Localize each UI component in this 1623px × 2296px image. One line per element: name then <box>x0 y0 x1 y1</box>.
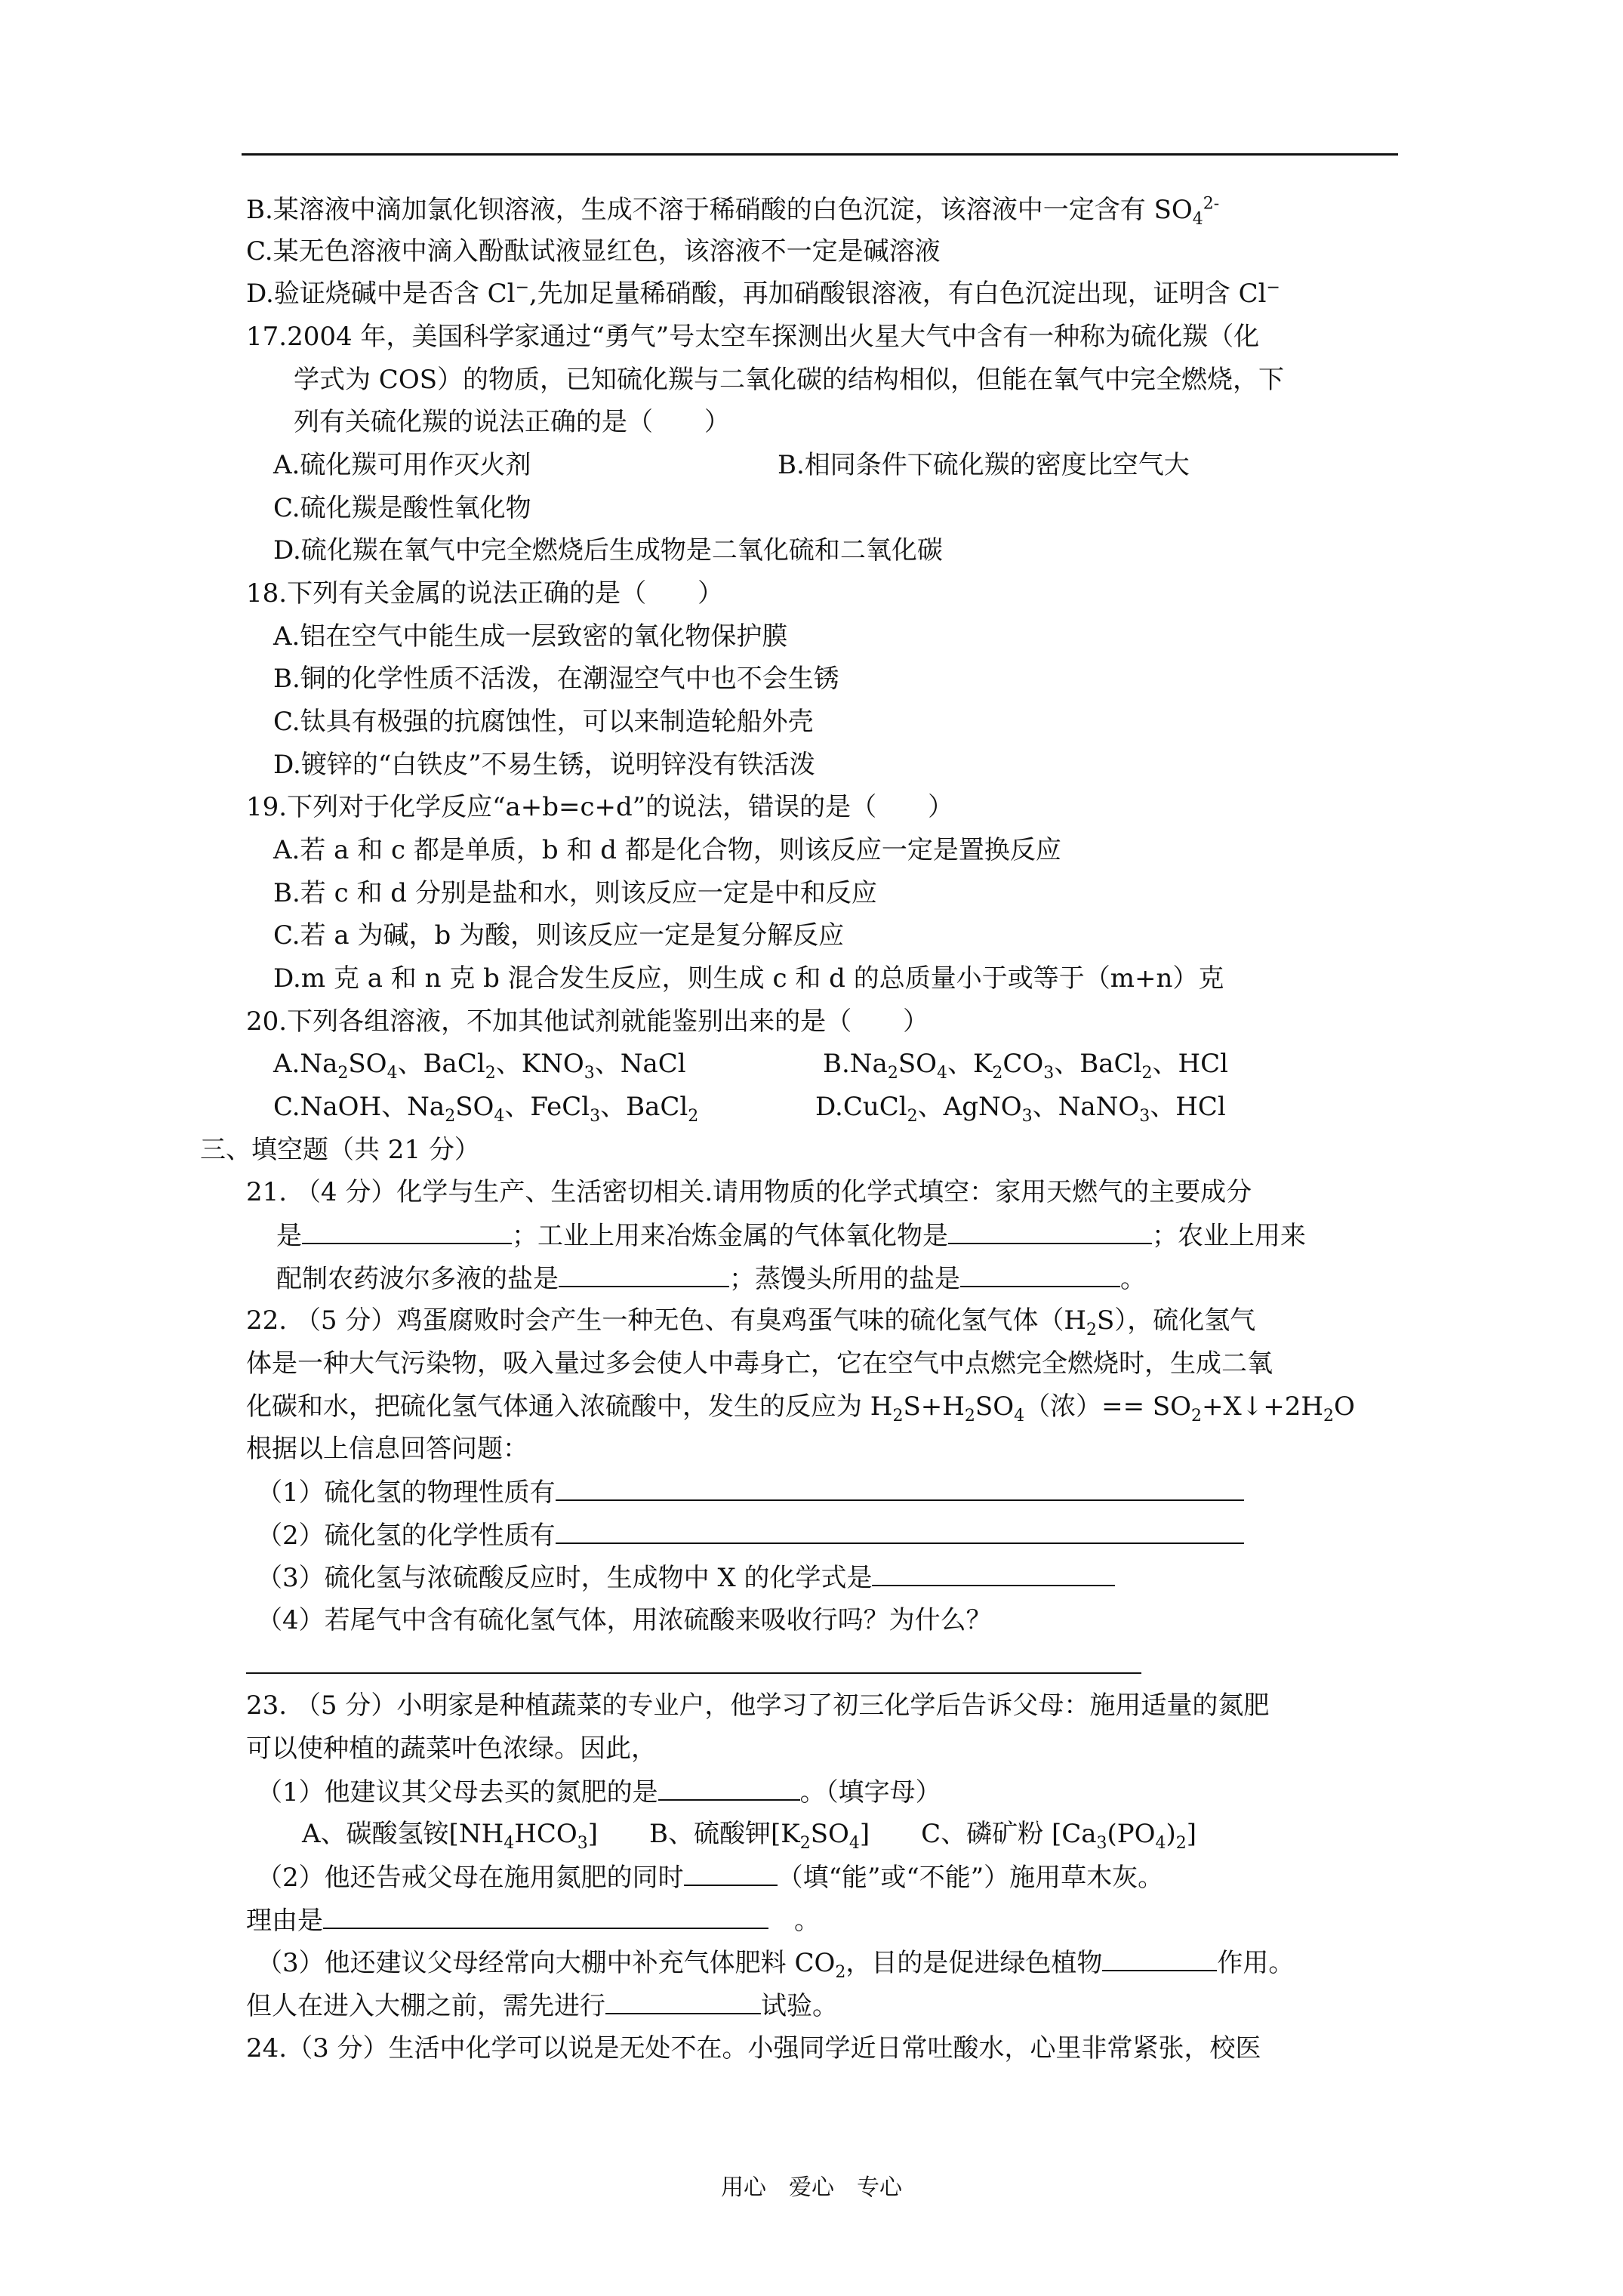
text-line: 体是一种大气污染物，吸入量过多会使人中毒身亡，它在空气中点燃完全燃烧时，生成二氧 <box>246 1348 1273 1379</box>
text-line: $A.Na_2SO_4$、BaCl$_2$、$KNO_3$、NaCl <box>273 1049 686 1083</box>
text-line: （1）他建议其父母去买的氮肥的是 。（填字母） <box>257 1777 941 1808</box>
text-line: 根据以上信息回答问题： <box>246 1434 528 1464</box>
text-line: 24.（3 分）生活中化学可以说是无处不在。小强同学近日常吐酸水，心里非常紧张，校医 <box>246 2033 1261 2063</box>
text-line: B.铜的化学性质不活泼，在潮湿空气中也不会生锈 <box>273 664 839 694</box>
text-line: A.硫化羰可用作灭火剂 <box>273 450 531 480</box>
answer-blank[interactable] <box>605 1990 761 2014</box>
text-line: 20.下列各组溶液，不加其他试剂就能鉴别出来的是（ ） <box>246 1006 929 1037</box>
answer-blank[interactable] <box>559 1263 729 1287</box>
text-line: 但人在进入大棚之前，需先进行 试验。 <box>246 1991 838 2021</box>
answer-blank[interactable] <box>302 1220 512 1244</box>
text-line: （2）硫化氢的化学性质有 <box>257 1520 1244 1551</box>
text-line: 21. （4 分）化学与生产、生活密切相关.请用物质的化学式填空：家用天燃气的主要成分 <box>246 1177 1252 1207</box>
answer-blank[interactable] <box>1102 1947 1217 1971</box>
answer-blank[interactable] <box>684 1862 778 1886</box>
answer-blank[interactable] <box>323 1905 768 1929</box>
text-line: A、碳酸氢铵$[NH_4HCO_3]$ B、硫酸钾$[K_2SO_4]$ C、磷矿粉 $[Ca_3(PO_4)_2]$ <box>302 1819 1197 1853</box>
text-line: $B.Na_2SO_4$、$K_2CO_3$、BaCl$_2$、HCl <box>823 1049 1228 1083</box>
text-line: B.相同条件下硫化羰的密度比空气大 <box>778 450 1190 480</box>
text-line: 19.下列对于化学反应“a+b=c+d”的说法，错误的是（ ） <box>246 792 954 822</box>
text-line: C.硫化羰是酸性氧化物 <box>273 493 531 523</box>
text-line: A.若 a 和 c 都是单质，b 和 d 都是化合物，则该反应一定是置换反应 <box>273 835 1061 865</box>
answer-blank[interactable] <box>948 1220 1152 1244</box>
text-line: 配制农药波尔多液的盐是 ；蒸馒头所用的盐是 。 <box>276 1264 1146 1294</box>
text-line: D.硫化羰在氧气中完全燃烧后生成物是二氧化硫和二氧化碳 <box>273 535 943 566</box>
answer-blank[interactable] <box>960 1263 1120 1287</box>
text-line: （3）硫化氢与浓硫酸反应时，生成物中 X 的化学式是 <box>257 1562 1115 1593</box>
text-line: 列有关硫化羰的说法正确的是（ ） <box>294 407 730 437</box>
text-line: 化碳和水，把硫化氢气体通入浓硫酸中，发生的反应为 $H_2S+H_2SO_4$（浓）== $SO_2+X↓+2H_2O$ <box>246 1391 1355 1425</box>
text-line: C.某无色溶液中滴入酚酞试液显红色，该溶液不一定是碱溶液 <box>246 236 941 267</box>
text-line: 三、填空题（共 21 分） <box>200 1135 480 1165</box>
text-line: 22. （5 分）鸡蛋腐败时会产生一种无色、有臭鸡蛋气味的硫化氢气体$(H_2S)$，硫化氢气 <box>246 1305 1256 1339</box>
text-line: （4）若尾气中含有硫化氢气体，用浓硫酸来吸收行吗？为什么？ <box>257 1605 992 1635</box>
answer-blank[interactable] <box>246 1650 1141 1674</box>
answer-blank[interactable] <box>658 1777 800 1801</box>
text-line <box>246 1650 1141 1681</box>
text-line: 23. （5 分）小明家是种植蔬菜的专业户，他学习了初三化学后告诉父母：施用适量的氮肥 <box>246 1690 1270 1721</box>
text-line: 理由是 。 <box>246 1906 820 1936</box>
text-line: （1）硫化氢的物理性质有 <box>257 1477 1244 1508</box>
text-line: C.钛具有极强的抗腐蚀性，可以来制造轮船外壳 <box>273 707 814 737</box>
text-line: C.NaOH、$Na_2SO_4$、FeCl$_3$、BaCl$_2$ <box>273 1092 699 1126</box>
text-line: B.若 c 和 d 分别是盐和水，则该反应一定是中和反应 <box>273 878 877 908</box>
text-line: D.m 克 a 和 n 克 b 混合发生反应，则生成 c 和 d 的总质量小于或等于（m+n）克 <box>273 963 1224 994</box>
text-line: D.镀锌的“白铁皮”不易生锈，说明锌没有铁活泼 <box>273 750 815 780</box>
text-line: 18.下列有关金属的说法正确的是（ ） <box>246 578 724 609</box>
text-line: 学式为 COS）的物质，已知硫化羰与二氧化碳的结构相似，但能在氧气中完全燃烧，下 <box>294 365 1284 395</box>
text-line: 17.2004 年，美国科学家通过“勇气”号太空车探测出火星大气中含有一种称为硫化羰（化 <box>246 322 1260 352</box>
text-line: D.验证烧碱中是否含 Cl−,先加足量稀硝酸，再加硝酸银溶液，有白色沉淀出现，证明含 Cl− <box>246 278 1280 309</box>
text-line: A.铝在空气中能生成一层致密的氧化物保护膜 <box>273 621 788 652</box>
text-line: （2）他还告戒父母在施用氮肥的同时 （填“能”或“不能”）施用草木灰。 <box>257 1863 1164 1893</box>
answer-blank[interactable] <box>872 1562 1115 1586</box>
text-line: C.若 a 为碱，b 为酸，则该反应一定是复分解反应 <box>273 920 845 951</box>
answer-blank[interactable] <box>556 1477 1244 1501</box>
text-line: 可以使种植的蔬菜叶色浓绿。因此， <box>246 1734 657 1764</box>
text-line: B.某溶液中滴加氯化钡溶液，生成不溶于稀硝酸的白色沉淀，该溶液中一定含有 $SO_4^{2-}$ <box>246 194 1220 229</box>
text-line: （3）他还建议父母经常向大棚中补充气体肥料 $CO_2$，目的是促进绿色植物 作用。 <box>257 1948 1295 1982</box>
text-line: 是 ；工业上用来冶炼金属的气体氧化物是 ；农业上用来 <box>276 1221 1306 1251</box>
page-footer: 用心 爱心 专心 <box>721 2174 902 2201</box>
answer-blank[interactable] <box>556 1520 1244 1544</box>
text-line: D.CuCl$_2$、AgNO$_3$、NaNO$_3$、HCl <box>815 1092 1226 1126</box>
header-rule <box>242 153 1398 156</box>
